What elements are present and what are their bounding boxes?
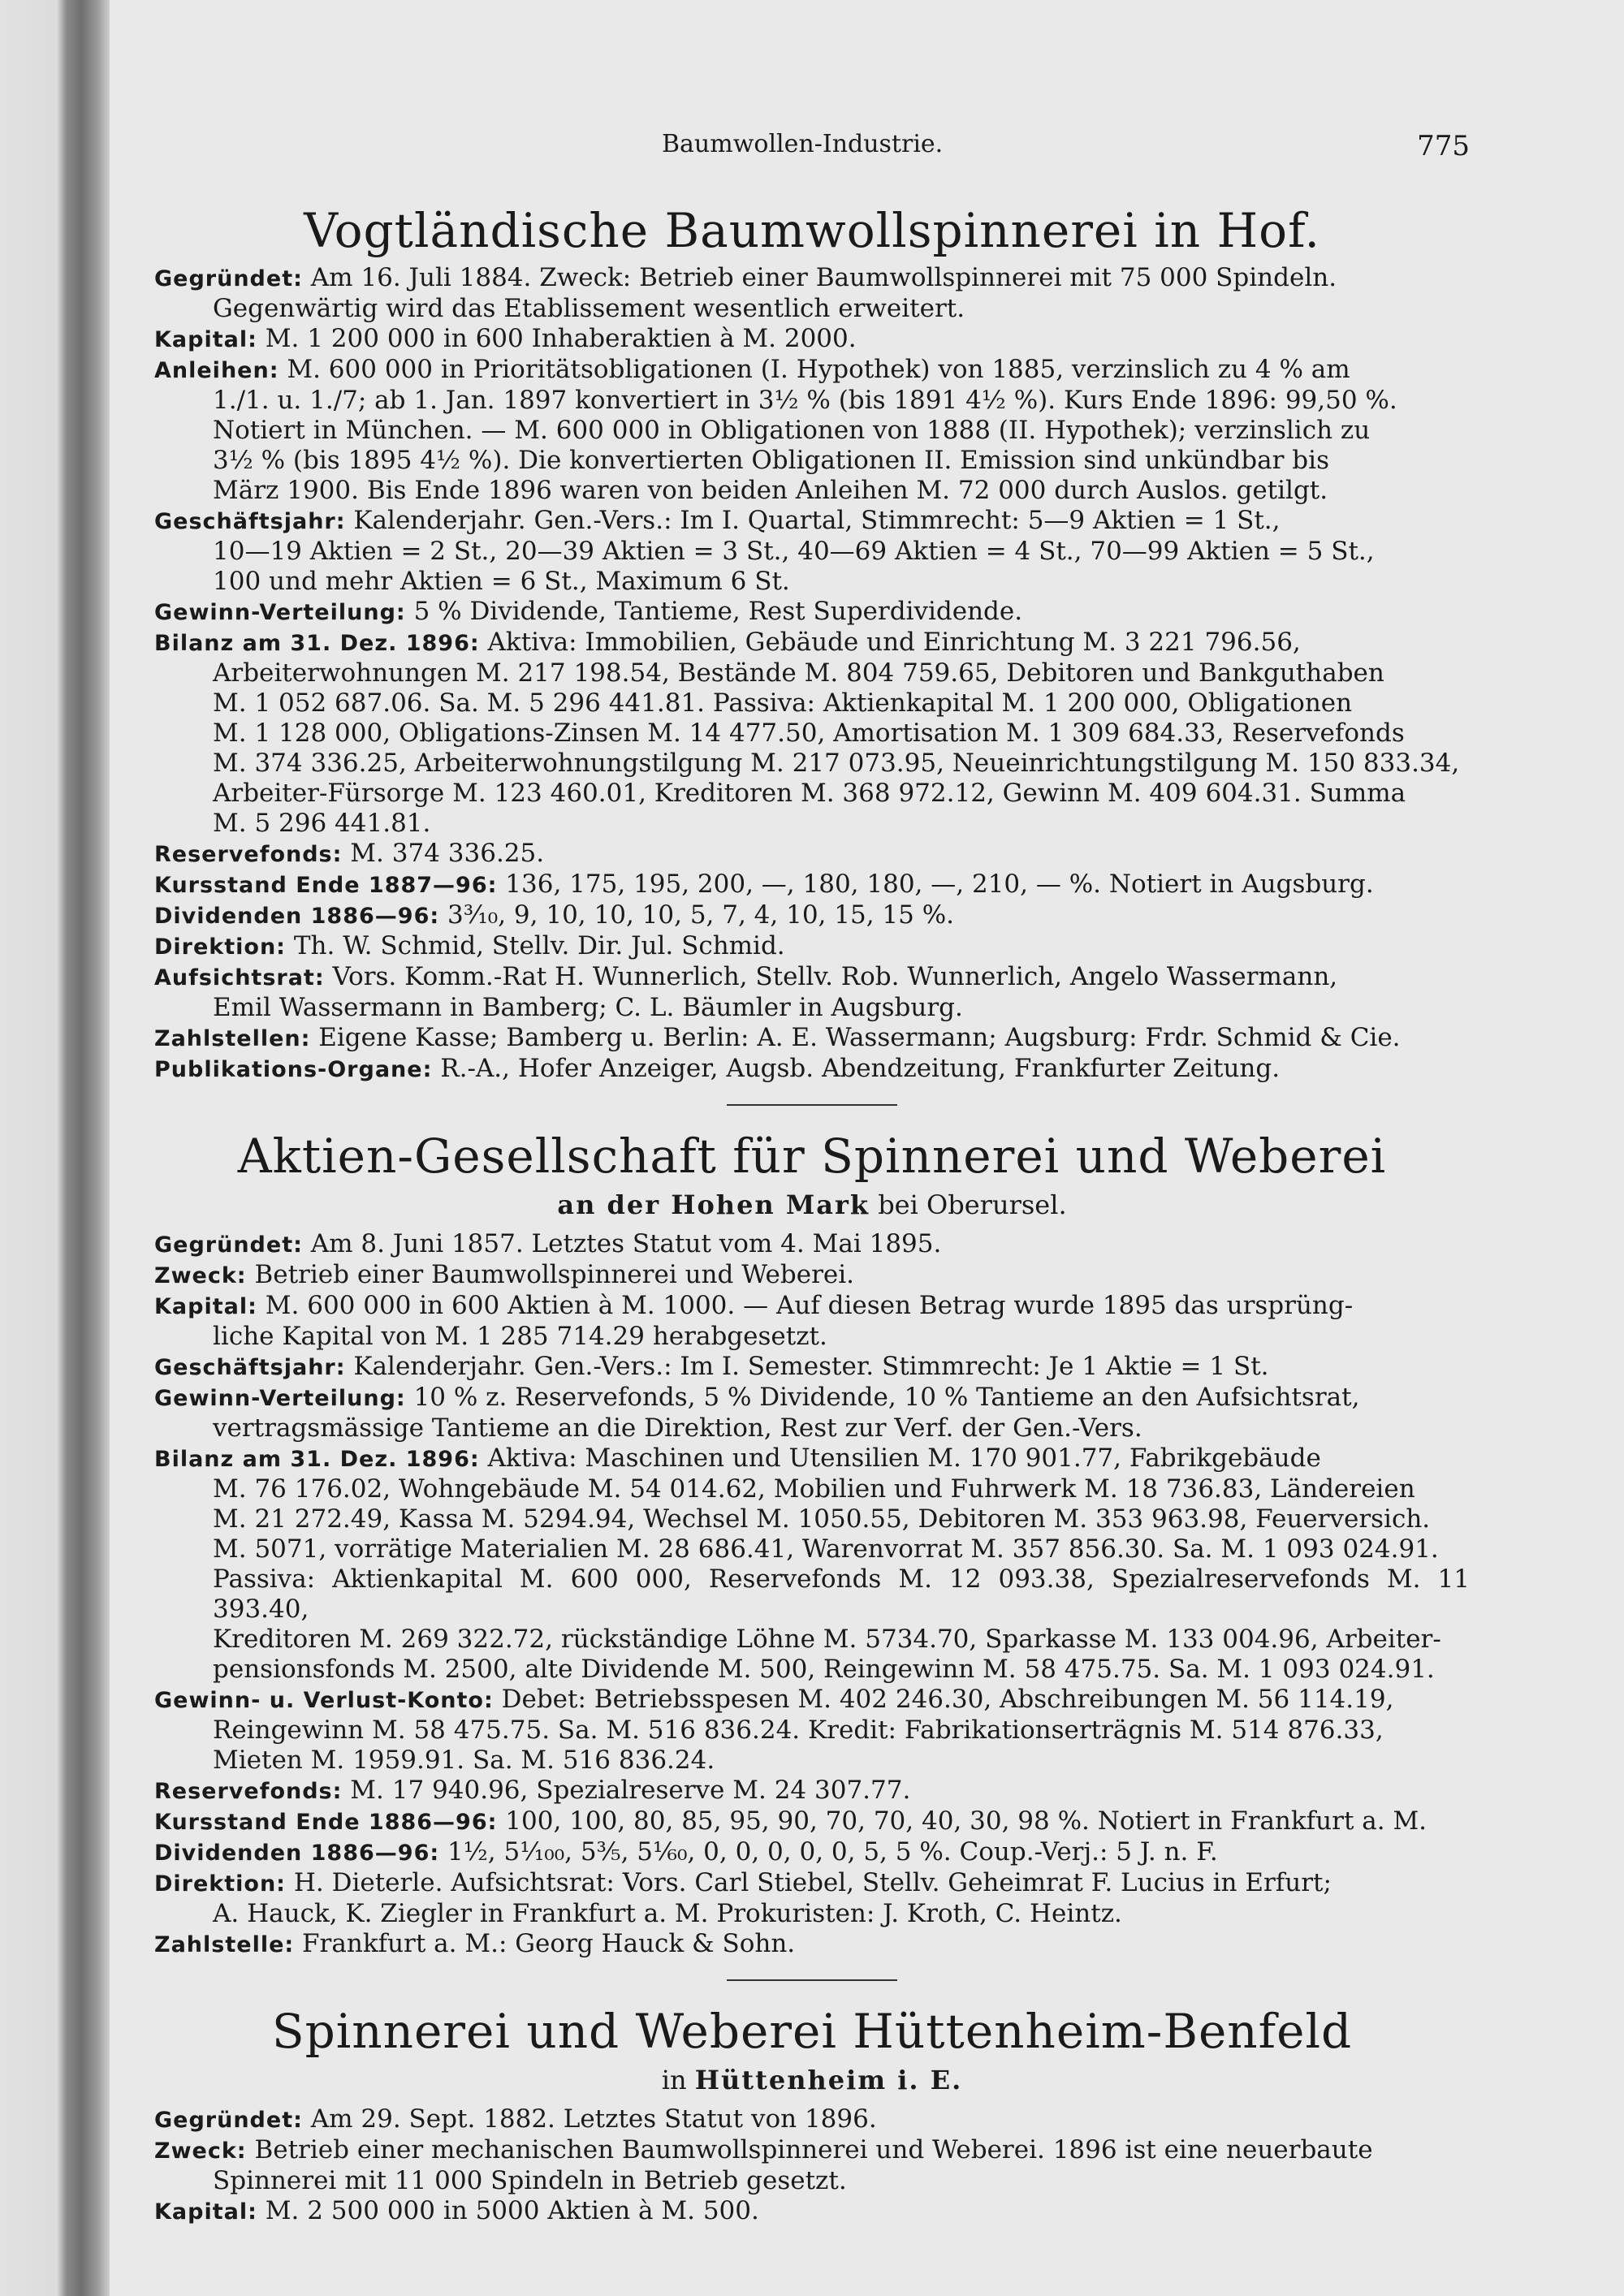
entry	[154, 1837, 1470, 1868]
entry	[154, 1685, 1470, 1776]
entry	[154, 2196, 1470, 2227]
entry-line: R.-A., Hofer Anzeiger, Augsb. Abendzeitung, Frankfurter Zeitung.	[440, 1054, 1281, 1083]
entry-line: Kalenderjahr. Gen.-Vers.: Im I. Semester. Stimmrecht: Je 1 Aktie = 1 St.	[353, 1352, 1269, 1381]
entry-label: Kapital:	[154, 327, 257, 352]
entry-line: 3½ % (bis 1895 4½ %). Die konvertierten Obligationen II. Emission sind unkündbar bis	[213, 446, 1329, 475]
entry-label: Zweck:	[154, 2138, 247, 2164]
section-divider	[727, 1104, 897, 1106]
entry-line: M. 5071, vorrätige Materialien M. 28 686.41, Warenvorrat M. 357 856.30. Sa. M. 1 093 024.91.	[213, 1534, 1439, 1564]
entry-line: 10 % z. Reservefonds, 5 % Dividende, 10 % Tantieme an den Aufsichtsrat,	[413, 1383, 1360, 1412]
entry-label: Kapital:	[154, 1294, 257, 1319]
entry-line: A. Hauck, K. Ziegler in Frankfurt a. M. Prokuristen: J. Kroth, C. Heintz.	[213, 1899, 1122, 1928]
company-section	[154, 201, 1470, 1085]
entry-line: Notiert in München. — M. 600 000 in Obligationen von 1888 (II. Hypothek); verzinslich zu	[213, 416, 1371, 445]
book-gutter	[0, 0, 110, 2296]
entry-line: M. 1 128 000, Obligations-Zinsen M. 14 477.50, Amortisation M. 1 309 684.33, Reservefonds	[213, 719, 1405, 748]
entry-line: Kreditoren M. 269 322.72, rückständige Löhne M. 5734.70, Sparkasse M. 133 004.96, Arbeiter-	[213, 1625, 1441, 1654]
entry	[154, 1868, 1470, 1929]
entry-line: vertragsmässige Tantieme an die Direktion, Rest zur Verf. der Gen.-Vers.	[213, 1413, 1142, 1443]
entry-line: Th. W. Schmid, Stellv. Dir. Jul. Schmid.	[293, 931, 785, 960]
company-subtitle	[154, 1189, 1470, 1221]
entry	[154, 1929, 1470, 1960]
entry	[154, 1444, 1470, 1685]
entry-line: 10—19 Aktien = 2 St., 20—39 Aktien = 3 St., 40—69 Aktien = 4 St., 70—99 Aktien = 5 St.,	[213, 537, 1375, 566]
entry-line: M. 21 272.49, Kassa M. 5294.94, Wechsel M. 1050.55, Debitoren M. 353 963.98, Feuerversich.	[213, 1504, 1431, 1534]
entry-line: Am 8. Juni 1857. Letztes Statut vom 4. Mai 1895.	[310, 1229, 942, 1258]
entry-line: Arbeiter-Fürsorge M. 123 460.01, Kreditoren M. 368 972.12, Gewinn M. 409 604.31. Summa	[213, 779, 1406, 808]
subtitle-part: an der Hohen Mark	[557, 1189, 870, 1220]
entry	[154, 1023, 1470, 1054]
entry-label: Kursstand Ende 1887—96:	[154, 873, 498, 898]
page-number: 775	[1417, 130, 1470, 162]
entry-label: Bilanz am 31. Dez. 1896:	[154, 631, 480, 656]
entry-line: Betrieb einer Baumwollspinnerei und Weberei.	[254, 1260, 855, 1289]
section-divider	[727, 1979, 897, 1981]
entry-line: M. 1 200 000 in 600 Inhaberaktien à M. 2000.	[265, 324, 857, 353]
entry-line: M. 374 336.25, Arbeiterwohnungstilgung M. 217 073.95, Neueinrichtungstilgung M. 150 833.34,	[213, 749, 1460, 778]
company-section	[154, 1104, 1470, 1960]
entry	[154, 962, 1470, 1023]
entry-line: pensionsfonds M. 2500, alte Dividende M. 500, Reingewinn M. 58 475.75. Sa. M. 1 093 024.91.	[213, 1655, 1435, 1684]
company-title: Spinnerei und Weberei Hüttenheim-Benfeld	[271, 2004, 1353, 2059]
entry-label: Geschäftsjahr:	[154, 1355, 346, 1380]
entry	[154, 870, 1470, 900]
entry	[154, 1806, 1470, 1837]
entry-line: Betrieb einer mechanischen Baumwollspinnerei und Weberei. 1896 ist eine neuerbaute	[254, 2135, 1373, 2164]
entry-line: M. 76 176.02, Wohngebäude M. 54 014.62, Mobilien und Fuhrwerk M. 18 736.83, Ländereien	[213, 1474, 1415, 1504]
entry-line: 136, 175, 195, 200, —, 180, 180, —, 210, — %. Notiert in Augsburg.	[505, 870, 1374, 899]
entry-line: Spinnerei mit 11 000 Spindeln in Betrieb gesetzt.	[213, 2166, 847, 2195]
entry	[154, 263, 1470, 324]
subtitle-part: bei Oberursel.	[878, 1189, 1067, 1220]
entry	[154, 1776, 1470, 1806]
entry-label: Aufsichtsrat:	[154, 965, 325, 990]
entry	[154, 839, 1470, 870]
entry-label: Publikations-Organe:	[154, 1057, 433, 1082]
entry-line: M. 374 336.25.	[350, 839, 545, 868]
entry-label: Reservefonds:	[154, 1779, 343, 1804]
entry	[154, 1291, 1470, 1352]
entry-line: 1½, 5¹⁄₁₀₀, 5³⁄₅, 5¹⁄₆₀, 0, 0, 0, 0, 0, 5, 5 %. Coup.-Verj.: 5 J. n. F.	[447, 1837, 1218, 1867]
entry-line: Debet: Betriebsspesen M. 402 246.30, Abschreibungen M. 56 114.19,	[501, 1685, 1394, 1714]
running-title: Baumwollen-Industrie.	[662, 130, 944, 158]
entry-line: Aktiva: Immobilien, Gebäude und Einrichtung M. 3 221 796.56,	[487, 628, 1301, 657]
entry-line: M. 17 940.96, Spezialreserve M. 24 307.77.	[350, 1776, 911, 1805]
subtitle-part: Hüttenheim i. E.	[694, 2065, 963, 2095]
entry-line: Gegenwärtig wird das Etablissement wesentlich erweitert.	[213, 294, 965, 323]
entry-line: Kalenderjahr. Gen.-Vers.: Im I. Quartal, Stimmrecht: 5—9 Aktien = 1 St.,	[353, 506, 1281, 535]
running-head	[154, 130, 1470, 162]
entry-label: Dividenden 1886—96:	[154, 904, 440, 929]
entry-label: Geschäftsjahr:	[154, 509, 346, 534]
entry	[154, 1383, 1470, 1444]
entry	[154, 506, 1470, 597]
entry-label: Gegründet:	[154, 1232, 303, 1258]
entry	[154, 1229, 1470, 1260]
entry-line: 5 % Dividende, Tantieme, Rest Superdividende.	[413, 597, 1023, 626]
entry-line: Eigene Kasse; Bamberg u. Berlin: A. E. Wassermann; Augsburg: Frdr. Schmid & Cie.	[318, 1023, 1401, 1052]
entry-line: Reingewinn M. 58 475.75. Sa. M. 516 836.24. Kredit: Fabrikationserträgnis M. 514 876.33,	[213, 1716, 1384, 1745]
entry-line: 100, 100, 80, 85, 95, 90, 70, 70, 40, 30, 98 %. Notiert in Frankfurt a. M.	[505, 1806, 1427, 1836]
entry	[154, 1260, 1470, 1291]
entry-label: Gewinn- u. Verlust-Konto:	[154, 1688, 494, 1713]
entry-line: 3³⁄₁₀, 9, 10, 10, 10, 5, 7, 4, 10, 15, 15 %.	[447, 900, 955, 930]
company-subtitle	[154, 2064, 1470, 2096]
entry	[154, 900, 1470, 931]
company-title: Vogtländische Baumwollspinnerei in Hof.	[304, 203, 1320, 258]
entry-line: liche Kapital von M. 1 285 714.29 herabgesetzt.	[213, 1322, 827, 1351]
entry-line: Frankfurt a. M.: Georg Hauck & Sohn.	[302, 1929, 796, 1958]
entry-line: März 1900. Bis Ende 1896 waren von beiden Anleihen M. 72 000 durch Auslos. getilgt.	[213, 476, 1328, 505]
entry	[154, 2104, 1470, 2135]
entry-line: Am 16. Juli 1884. Zweck: Betrieb einer Baumwollspinnerei mit 75 000 Spindeln.	[310, 263, 1337, 292]
page-content	[154, 195, 1470, 2227]
entry-label: Zweck:	[154, 1263, 247, 1288]
entry	[154, 628, 1470, 839]
entry-label: Anleihen:	[154, 358, 279, 383]
entry-line: Mieten M. 1959.91. Sa. M. 516 836.24.	[213, 1746, 715, 1775]
entry-label: Dividenden 1886—96:	[154, 1841, 440, 1866]
entry-line: Aktiva: Maschinen und Utensilien M. 170 901.77, Fabrikgebäude	[487, 1444, 1321, 1473]
entry-label: Gegründet:	[154, 2108, 303, 2133]
entry-line: M. 600 000 in 600 Aktien à M. 1000. — Auf diesen Betrag wurde 1895 das ursprüng-	[265, 1291, 1354, 1320]
entry	[154, 324, 1470, 355]
entry-line: Emil Wassermann in Bamberg; C. L. Bäumler in Augsburg.	[213, 993, 963, 1022]
entry-label: Direktion:	[154, 934, 286, 960]
entry-label: Direktion:	[154, 1871, 286, 1897]
entry-label: Bilanz am 31. Dez. 1896:	[154, 1447, 480, 1472]
entry	[154, 2135, 1470, 2196]
entry-line: Passiva: Aktienkapital M. 600 000, Reservefonds M. 12 093.38, Spezialreservefonds M. 11 393.40,	[213, 1564, 1470, 1624]
entry-line: 1./1. u. 1./7; ab 1. Jan. 1897 konvertiert in 3½ % (bis 1891 4½ %). Kurs Ende 1896: 99,50 %.	[213, 386, 1397, 415]
company-list	[154, 201, 1470, 2227]
entry	[154, 1054, 1470, 1085]
entry	[154, 1352, 1470, 1383]
company-section	[154, 1979, 1470, 2227]
entry-line: M. 1 052 687.06. Sa. M. 5 296 441.81. Passiva: Aktienkapital M. 1 200 000, Obligationen	[213, 688, 1353, 718]
entry-line: 100 und mehr Aktien = 6 St., Maximum 6 St.	[213, 567, 790, 596]
entry-line: Vors. Komm.-Rat H. Wunnerlich, Stellv. Rob. Wunnerlich, Angelo Wassermann,	[332, 962, 1338, 991]
entry-line: Arbeiterwohnungen M. 217 198.54, Bestände M. 804 759.65, Debitoren und Bankguthaben	[213, 658, 1384, 688]
entry-label: Kapital:	[154, 2199, 257, 2225]
entry-line: H. Dieterle. Aufsichtsrat: Vors. Carl Stiebel, Stellv. Geheimrat F. Lucius in Erfurt;	[293, 1868, 1332, 1897]
entry-label: Gegründet:	[154, 266, 303, 291]
entry-label: Gewinn-Verteilung:	[154, 1386, 406, 1411]
entry	[154, 355, 1470, 506]
entry-label: Zahlstellen:	[154, 1026, 311, 1051]
company-title: Aktien-Gesellschaft für Spinnerei und Weberei	[237, 1129, 1387, 1184]
entry	[154, 597, 1470, 628]
entry-label: Gewinn-Verteilung:	[154, 600, 406, 625]
entry	[154, 931, 1470, 962]
entry-label: Kursstand Ende 1886—96:	[154, 1810, 498, 1835]
entry-line: M. 5 296 441.81.	[213, 809, 431, 838]
entry-line: Am 29. Sept. 1882. Letztes Statut von 1896.	[310, 2104, 877, 2134]
entry-label: Reservefonds:	[154, 842, 343, 867]
entry-label: Zahlstelle:	[154, 1932, 295, 1957]
subtitle-part: in	[661, 2065, 687, 2095]
entry-line: M. 2 500 000 in 5000 Aktien à M. 500.	[265, 2196, 759, 2225]
entry-line: M. 600 000 in Prioritätsobligationen (I. Hypothek) von 1885, verzinslich zu 4 % am	[287, 355, 1350, 384]
